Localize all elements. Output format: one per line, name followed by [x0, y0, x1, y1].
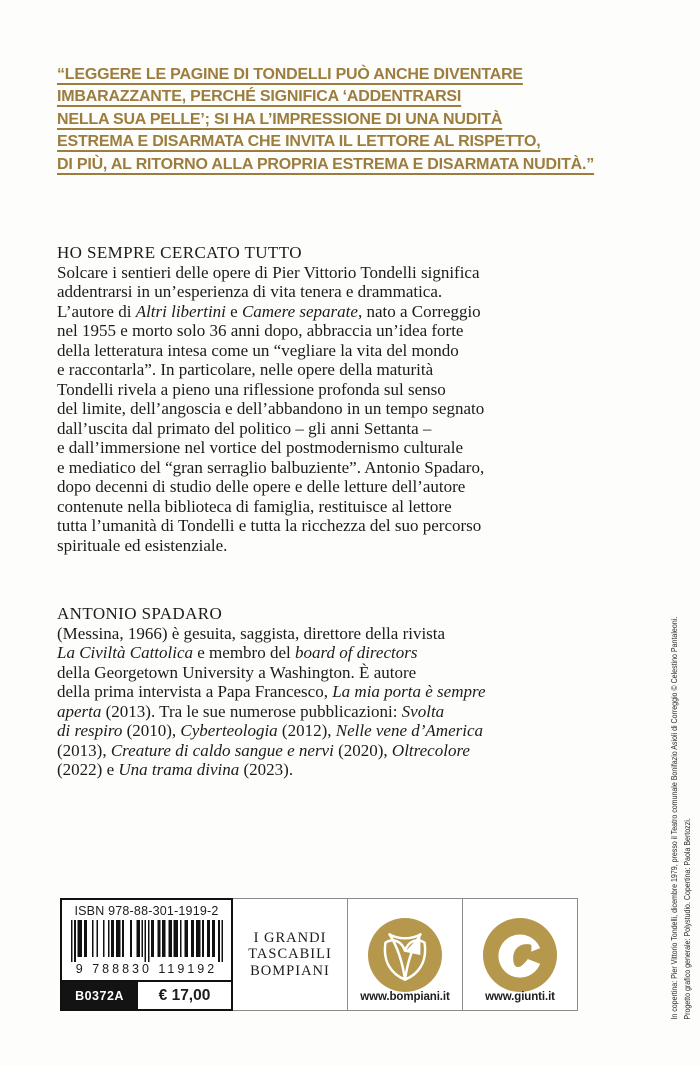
text-line: Tondelli rivela a pieno una riflessione profonda sul senso — [57, 379, 446, 399]
text-line: In copertina: Pier Vittorio Tondelli, dicembre 1979, presso il Teatro comunale Bonifazio Asioli di Correggio © Celestino Pantaleoni. — [669, 616, 679, 1020]
bompiani-logo-icon — [368, 918, 442, 992]
edition-code: B0372A — [62, 982, 137, 1009]
author-bio-section — [57, 604, 657, 780]
text-line: (2022) e Una trama divina (2023). — [57, 760, 294, 779]
text-line: addentrarsi in un’esperienza di vita tenera e drammatica. — [57, 282, 443, 301]
text-line: L’autore di Altri libertini e Camere separate, nato a Correggio — [57, 301, 481, 321]
text-line: della letteratura intesa come un “vegliare la vita del mondo — [57, 340, 459, 360]
text-line: BOMPIANI — [250, 962, 330, 979]
synopsis-text — [57, 263, 657, 556]
text-line: DI PIÙ, AL RITORNO ALLA PROPRIA ESTREMA E DISARMATA NUDITÀ.” — [57, 155, 595, 173]
barcode-icon — [71, 920, 223, 962]
text-line: dopo decenni di studio delle opere e delle letture dell’autore — [57, 477, 466, 496]
text-line: spirituale ed esistenziale. — [57, 535, 228, 555]
text-line: NELLA SUA PELLE’; SI HA L’IMPRESSIONE DI UNA NUDITÀ — [57, 110, 503, 128]
text-line: Solcare i sentieri delle opere di Pier Vittorio Tondelli significa — [57, 262, 480, 282]
text-line: ESTREMA E DISARMATA CHE INVITA IL LETTORE AL RISPETTO, — [57, 133, 541, 151]
giunti-logo-icon — [483, 918, 557, 992]
synopsis-title: HO SEMPRE CERCATO TUTTO — [57, 243, 302, 262]
giunti-panel — [463, 898, 578, 1011]
photo-credits — [668, 585, 694, 1020]
isbn-label: ISBN 978-88-301-1919-2 — [74, 904, 219, 918]
text-line: Progetto grafico generale: Polystudio. Copertina: Paola Bertozzi. — [681, 818, 692, 1020]
text-line: aperta (2013). Tra le sue numerose pubblicazioni: Svolta — [57, 701, 445, 721]
text-line: tutta l’umanità di Tondelli e tutta la ricchezza del suo percorso — [57, 516, 482, 535]
text-line: e mediatico del “gran serraglio balbuziente”. Antonio Spadaro, — [57, 457, 485, 477]
text-line: di respiro (2010), Cyberteologia (2012), Nelle vene d’America — [57, 721, 484, 740]
text-line: della prima intervista a Papa Francesco, La mia porta è sempre — [57, 682, 486, 701]
text-line: IMBARAZZANTE, PERCHÉ SIGNIFICA ‘ADDENTRARSI — [57, 88, 462, 106]
price-row — [62, 980, 231, 1009]
text-line: (Messina, 1966) è gesuita, saggista, direttore della rivista — [57, 623, 446, 643]
barcode-digits: 9 788830 119192 — [75, 962, 218, 976]
barcode-panel — [60, 898, 233, 1011]
text-line: della Georgetown University a Washington. È autore — [57, 662, 417, 682]
text-line: TASCABILI — [248, 946, 332, 963]
text-line: contenute nella biblioteca di famiglia, restituisce al lettore — [57, 496, 452, 516]
text-line: e dall’immersione nel vortice del postmodernismo culturale — [57, 438, 463, 457]
text-line: I GRANDI — [253, 929, 327, 946]
synopsis-section — [57, 243, 657, 555]
author-name: ANTONIO SPADARO — [57, 604, 223, 623]
author-bio-text — [57, 624, 657, 780]
pull-quote — [57, 64, 657, 176]
text-line: La Civiltà Cattolica e membro del board of directors — [57, 643, 418, 662]
footer-strip — [60, 898, 578, 1011]
price: € 17,00 — [137, 982, 231, 1009]
text-line: nel 1955 e morto solo 36 anni dopo, abbraccia un’idea forte — [57, 321, 464, 340]
text-line: dall’uscita dal primato del politico – gli anni Settanta – — [57, 418, 432, 438]
bompiani-panel — [348, 898, 463, 1011]
text-line: (2013), Creature di caldo sangue e nervi (2020), Oltrecolore — [57, 740, 470, 760]
bompiani-url: www.bompiani.it — [360, 991, 450, 1003]
imprint-panel — [233, 898, 348, 1011]
text-line: del limite, dell’angoscia e dell’abbandono in un tempo segnato — [57, 399, 485, 418]
giunti-url: www.giunti.it — [485, 991, 555, 1003]
text-line: e raccontarla”. In particolare, nelle opere della maturità — [57, 360, 434, 379]
text-line: “LEGGERE LE PAGINE DI TONDELLI PUÒ ANCHE DIVENTARE — [57, 66, 523, 83]
